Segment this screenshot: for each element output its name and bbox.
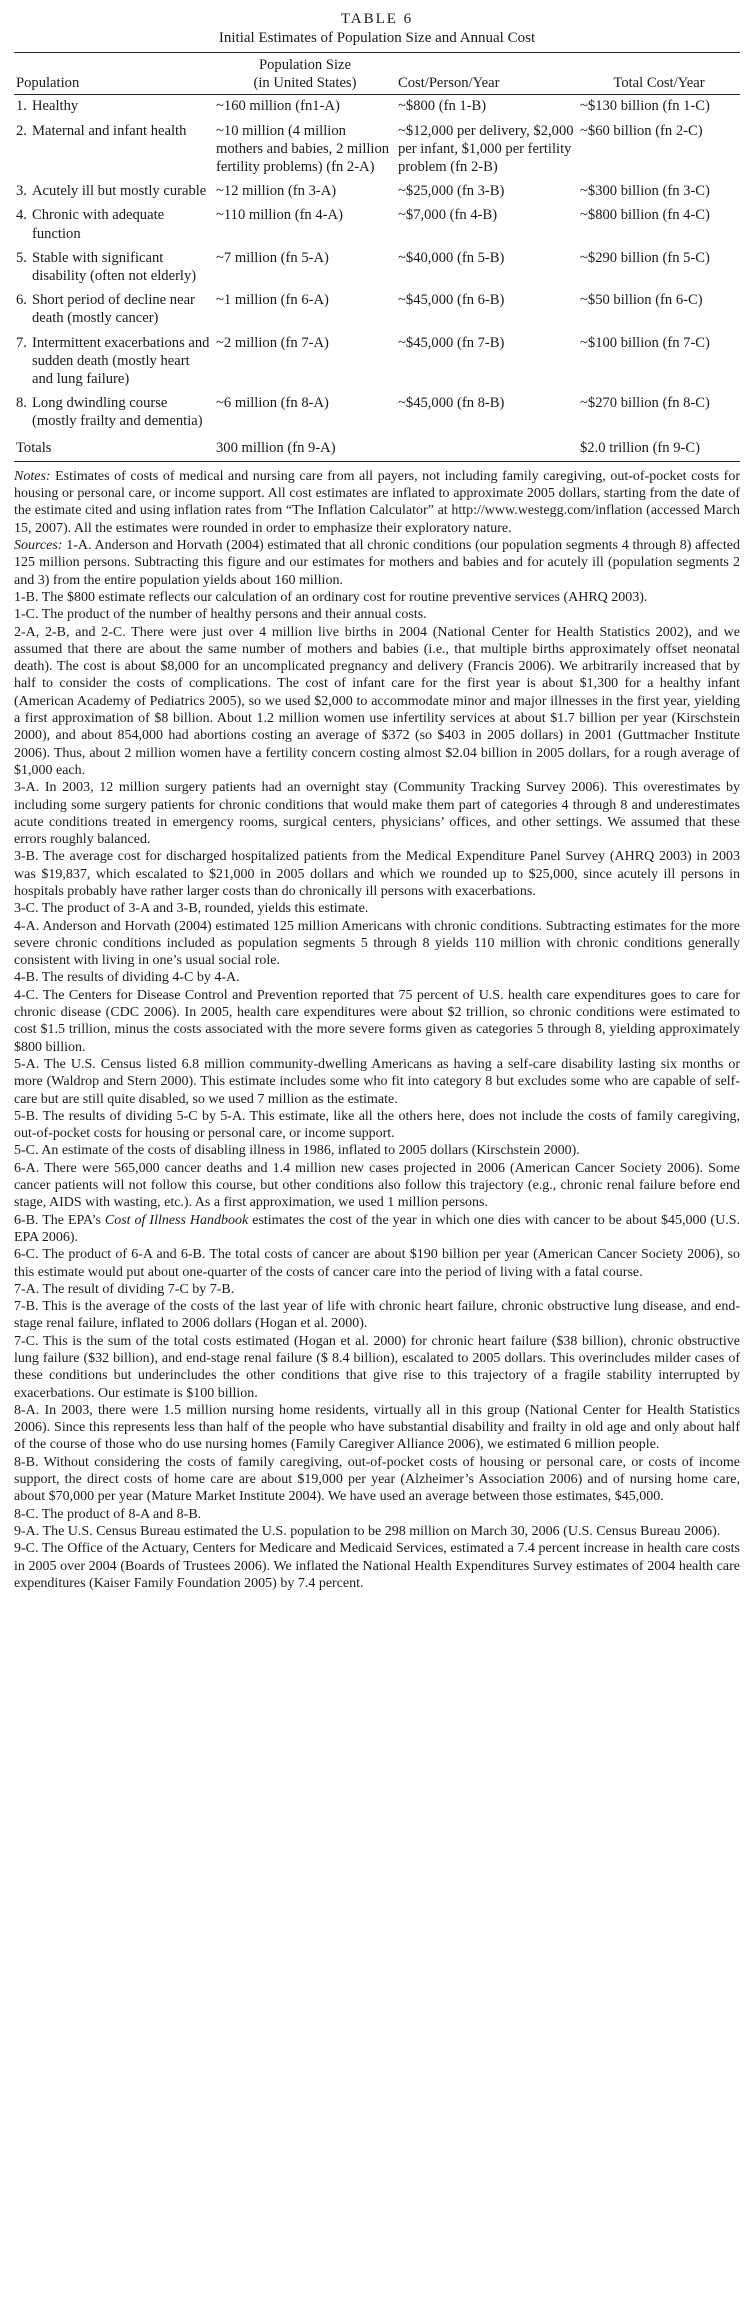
header-total-cost-year: Total Cost/Year [613,75,705,92]
footnote-9a: 9-A. The U.S. Census Bureau estimated the U.S. population to be 298 million on March 30, 2006 (U.S. Census Bureau 2006). [14,1523,721,1539]
totals-cost [396,435,578,461]
footnote-5c: 5-C. An estimate of the costs of disabling illness in 1986, inflated to 2005 dollars (Kirschstein 2000). [14,1143,580,1159]
total-cost-cell: ~$270 billion (fn 8-C) [580,395,710,412]
population-cell [14,289,214,331]
footnote-7b: 7-B. This is the average of the costs of the last year of life with chronic heart failure, chronic obstructive lung disease, and end-stage renal failure, inflated to 2006 dollars (Hogan et al. 2000). [14,1299,740,1332]
table-row [14,95,740,120]
cost-per-person-cell: ~$45,000 (fn 8-B) [398,395,505,412]
table-row [14,392,740,434]
table-row [14,332,740,393]
footnote-7c: 7-C. This is the sum of the total costs estimated (Hogan et al. 2000) for chronic heart failure ($38 billion), chronic obstructive lung failure ($32 billion), and end-stage renal failure ($ 8.4 billion), escalated to 2005 dollars. This overincludes milder cases of these conditions but underincludes the other conditions that give rise to this trajectory of a fragile stability interrupted by exacerbations. Our estimate is $100 billion. [14,1333,740,1401]
footnote-6c: 6-C. The product of 6-A and 6-B. The total costs of cancer are about $190 billion per year (American Cancer Society 2006), so this estimate would put about one-quarter of the costs of cancer care into the period of living with a fatal course. [14,1247,740,1280]
footnote-6b-title: Cost of Illness Handbook [104,1212,249,1228]
totals-label: Totals [16,439,52,456]
bottom-rule [14,461,740,462]
cost-per-person-cell: ~$7,000 (fn 4-B) [398,207,498,224]
population-cell [14,180,214,204]
total-cost-cell: ~$300 billion (fn 3-C) [580,183,710,200]
population-cell [14,332,214,393]
header-row [14,53,740,95]
row-number: 7. [16,334,27,351]
footnote-5b: 5-B. The results of dividing 5-C by 5-A. This estimate, like all the others here, does not include the costs of family caregiving, out-of-pocket costs for housing or personal care, or income support. [14,1108,740,1142]
population-cell [14,392,214,434]
population-label: Maternal and infant health [32,122,187,139]
table-row [14,289,740,331]
footnote-6b-pre: 6-B. The EPA’s [14,1212,105,1228]
cost-per-person-cell: ~$45,000 (fn 7-B) [398,334,505,351]
totals-size: 300 million (fn 9-A) [216,439,336,456]
population-size-cell: ~12 million (fn 3-A) [216,183,337,200]
footnote-9c: 9-C. The Office of the Actuary, Centers for Medicare and Medicaid Services, estimated a 7.4 percent increase in health care costs in 2005 over 2004 (Boards of Trustees 2006). We inflated the National Health Expenditures Survey estimates of 2004 health care expenditures (Kaiser Family Foundation 2005) by 7.4 percent. [14,1541,740,1591]
population-cell [14,204,214,246]
footnote-1a: 1-A. Anderson and Horvath (2004) estimated that all chronic conditions (our population segments 4 through 8) affected 125 million persons. Subtracting this figure and our estimates for mothers and babies and for acutely ill (population segments 2 and 3) from the entire population yields about 160 million. [14,538,740,588]
row-number: 8. [16,395,27,412]
footnote-6b [14,1212,740,1247]
population-name [16,394,212,430]
cost-per-person-cell: ~$12,000 per delivery, $2,000 per infant, $1,000 per fertility problem (fn 2-B) [398,122,574,176]
footnote-3a: 3-A. In 2003, 12 million surgery patients had an overnight stay (Community Tracking Survey 2006). This overestimates by including some surgery patients for chronic conditions that would make them part of categories 4 through 8 and underestimates acute conditions treated in emergency rooms, surgical centers, physicians’ offices, and other settings. We assumed that these errors roughly balanced. [14,780,740,848]
notes-label: Notes: [14,468,51,484]
population-name [16,291,212,327]
population-name [16,97,212,115]
population-label: Healthy [32,98,79,115]
population-name [16,206,212,242]
totals-row [14,435,740,461]
row-number: 3. [16,183,27,200]
population-label: Acutely ill but mostly curable [32,183,207,200]
population-label: Stable with significant disability (often not elderly) [32,249,197,285]
population-size-cell: ~6 million (fn 8-A) [216,395,329,412]
population-size-cell: ~110 million (fn 4-A) [216,207,343,224]
footnote-3c: 3-C. The product of 3-A and 3-B, rounded, yields this estimate. [14,901,369,917]
population-cell [14,95,214,120]
total-cost-cell: ~$130 billion (fn 1-C) [580,98,710,115]
total-cost-cell: ~$60 billion (fn 2-C) [580,122,703,139]
notes-paragraph [14,468,740,537]
population-label: Long dwindling course (mostly frailty and dementia) [32,395,203,430]
header-population-size: Population Size (in United States) [253,57,357,92]
population-size-cell: ~160 million (fn1-A) [216,98,340,115]
footnote-8c: 8-C. The product of 8-A and 8-B. [14,1506,202,1522]
cost-per-person-cell: ~$800 (fn 1-B) [398,98,487,115]
header-population: Population [16,75,80,92]
table-body [14,95,740,461]
population-name [16,334,212,389]
sources-label: Sources: [14,538,63,554]
footnote-1b: 1-B. The $800 estimate reflects our calculation of an ordinary cost for routine preventive services (AHRQ 2003). [14,589,648,605]
footnote-4a: 4-A. Anderson and Horvath (2004) estimated 125 million Americans with chronic conditions. Subtracting estimates for the more severe chronic conditions included as population segments 5 through 8 yields 110 million with chronic conditions generally consistent with living in one’s usual social role. [14,918,740,969]
cost-per-person-cell: ~$45,000 (fn 6-B) [398,292,505,309]
footnote-8a: 8-A. In 2003, there were 1.5 million nursing home residents, virtually all in this group (National Center for Health Statistics 2006). Since this represents less than half of the people who have substantial disability and frailty in old age and only about half of the course of those who do use nursing homes (Family Caregiver Alliance 2006), we estimated 6 million people. [14,1402,740,1453]
total-cost-cell: ~$290 billion (fn 5-C) [580,249,710,266]
footnote-4c: 4-C. The Centers for Disease Control and Prevention reported that 75 percent of U.S. health care expenditures goes to care for chronic disease (CDC 2006). In 2005, health care expenditures were about $2 trillion, so chronic conditions were estimated to cost $1.5 trillion, minus the costs associated with the more severe forms given as categories 5 through 8, yielding approximately $800 billion. [14,987,740,1055]
table-number: TABLE 6 [340,11,414,27]
population-label: Intermittent exacerbations and sudden death (mostly heart and lung failure) [32,334,210,388]
row-number: 6. [16,292,27,309]
document-page [14,0,740,1592]
population-cell [14,247,214,289]
footnote-5a: 5-A. The U.S. Census listed 6.8 million community-dwelling Americans as having a self-care disability lasting six months or more (Waldrop and Stern 2000). This estimate includes some who fit into category 8 but excludes some who are capable of self-care but are still quite disabled, so we used 7 million as the estimate. [14,1056,740,1107]
table-title: Initial Estimates of Population Size and Annual Cost [218,30,536,46]
table-row [14,180,740,204]
population-size-cell: ~2 million (fn 7-A) [216,334,329,351]
row-number: 5. [16,249,27,266]
sources-paragraph [14,537,740,589]
total-cost-cell: ~$800 billion (fn 4-C) [580,207,710,224]
population-name [16,122,212,140]
footnote-7a: 7-A. The result of dividing 7-C by 7-B. [14,1281,235,1297]
cost-per-person-cell: ~$40,000 (fn 5-B) [398,249,505,266]
header-cost-person-year: Cost/Person/Year [398,75,500,92]
footnote-1c: 1-C. The product of the number of healthy persons and their annual costs. [14,607,427,623]
table-row [14,247,740,289]
footnote-4b: 4-B. The results of dividing 4-C by 4-A. [14,970,240,986]
population-size-cell: ~7 million (fn 5-A) [216,249,329,266]
table-notes [14,468,740,1592]
population-name [16,249,212,285]
population-label: Chronic with adequate function [32,207,165,242]
population-size-cell: ~1 million (fn 6-A) [216,292,329,309]
population-name [16,182,212,200]
total-cost-cell: ~$100 billion (fn 7-C) [580,334,710,351]
total-cost-cell: ~$50 billion (fn 6-C) [580,292,703,309]
population-cell [14,120,214,181]
table-row [14,120,740,181]
footnote-8b: 8-B. Without considering the costs of family caregiving, out-of-pocket costs of housing or personal care, or costs of income support, the direct costs of home care are about $19,000 per year (Alzheimer’s Association 2006) and of nursing home care, about $70,000 per year (Mature Market Institute 2004). We have used an average between those estimates, $45,000. [14,1454,740,1505]
row-number: 2. [16,122,27,139]
population-size-cell: ~10 million (4 million mothers and babies, 2 million fertility problems) (fn 2-A) [216,122,390,176]
cost-per-person-cell: ~$25,000 (fn 3-B) [398,183,505,200]
population-label: Short period of decline near death (mostly cancer) [32,292,195,327]
footnote-6a: 6-A. There were 565,000 cancer deaths and 1.4 million new cases projected in 2006 (American Cancer Society 2006). Some cancer patients will not follow this course, but other conditions also follow this trajectory (e.g., chronic renal failure before end stage, AIDS with wasting, etc.). As a first approximation, we used 1 million persons. [14,1160,740,1211]
footnote-2: 2-A, 2-B, and 2-C. There were just over 4 million live births in 2004 (National Center for Health Statistics 2002), and we assumed that there are about the same number of mothers and babies (i.e., that multiple births approximately offset neonatal death). The cost is about $8,000 for an uncomplicated pregnancy and delivery (Francis 2006). We arbitrarily increased that by half to consider the costs of complications. The cost of infant care for the first year is about $1,300 for a healthy infant (American Academy of Pediatrics 2005), so we used $2,000 to accommodate minor and major illnesses in the first year, yielding a first approximation of $8 billion. About 1.2 million women use infertility services at about $1.7 billion per year (Kirschstein 2000), and about 854,000 had abortions costing an average of $372 (so $403 in 2005 dollars) in 2001 (Guttmacher Institute 2006). Thus, about 2 million women have a fertility concern costing almost $2.04 billion in 2005 dollars, for a rough average of $1,000 each. [14,624,740,778]
notes-text: Estimates of costs of medical and nursing care from all payers, not including family caregiving, out-of-pocket costs for housing or personal care, or income support. All cost estimates are inflated to approximate 2005 dollars, starting from the date of the estimate cited and using inflation rates from “The Inflation Calculator” at http://www.westegg.com/inflation (accessed March 15, 2007). All the estimates were rounded in order to emphasize their exploratory nature. [14,468,740,536]
table-row [14,204,740,246]
row-number: 1. [16,98,27,115]
footnote-6b-post: estimates the cost of the year in which one dies with cancer to be about $45,000 (U.S. EPA 2006). [14,1212,740,1245]
estimates-table [14,53,740,461]
footnote-3b: 3-B. The average cost for discharged hospitalized patients from the Medical Expenditure Panel Survey (AHRQ 2003) in 2003 was $19,837, which escalated to $21,000 in 2005 dollars and which we rounded up to $25,000, since acutely ill persons in hospitals probably have rather larger costs than do chronically ill persons with exacerbations. [14,849,740,899]
totals-total: $2.0 trillion (fn 9-C) [580,439,700,456]
row-number: 4. [16,207,27,224]
